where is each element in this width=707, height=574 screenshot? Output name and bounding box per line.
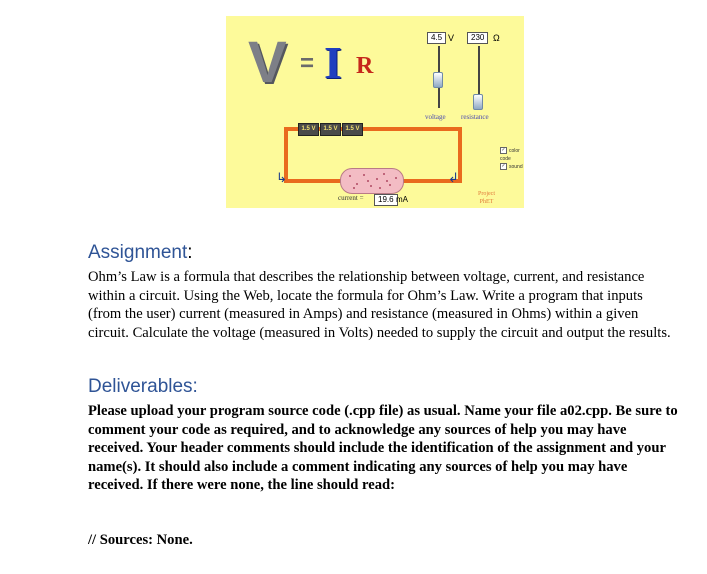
resistance-unit: Ω	[493, 33, 500, 43]
battery: 1.5 V	[320, 123, 341, 136]
ohms-law-simulation-figure	[226, 16, 524, 208]
option-color-code[interactable]: ✓ color code	[500, 147, 520, 162]
sources-line: // Sources: None.	[88, 532, 193, 548]
battery: 1.5 V	[298, 123, 319, 136]
battery: 1.5 V	[342, 123, 363, 136]
current-arrow-up-icon: ↳	[276, 171, 287, 186]
current-arrow-down-icon: ↲	[448, 171, 459, 186]
checkbox-checked-icon: ✓	[501, 147, 506, 154]
resistor	[340, 168, 404, 194]
voltage-slider-label: voltage	[425, 113, 446, 121]
equation-r: R	[356, 53, 374, 79]
current-unit: mA	[396, 195, 408, 204]
checkbox-checked-icon: ✓	[501, 163, 506, 170]
equation-equals: =	[300, 50, 315, 77]
voltage-slider-thumb[interactable]	[433, 72, 443, 88]
equation-v: V	[248, 30, 287, 95]
assignment-description: Ohm’s Law is a formula that describes the relationship between voltage, current, and resistance within a circuit. Using the Web, locate the formula for Ohm’s Law. Write a program that inputs (from the user) current (measured in Amps) and resistance (measured in Ohms) within a given circuit. Calculate the voltage (measured in Volts) needed to supply the circuit and output the results.	[88, 269, 671, 341]
equation-i: I	[324, 37, 342, 88]
deliverables-heading: Deliverables:	[88, 376, 198, 397]
simulation-options	[500, 147, 524, 171]
current-readout: 19.6	[374, 194, 398, 206]
voltage-readout: 4.5	[427, 32, 446, 44]
assignment-heading: Assignment:	[88, 242, 193, 263]
resistance-readout: 230	[467, 32, 488, 44]
current-label: current =	[338, 194, 364, 202]
resistance-slider-label: resistance	[461, 113, 489, 121]
voltage-unit: V	[448, 33, 455, 43]
phet-logo: Project PhET	[478, 191, 495, 205]
ohms-law-equation	[248, 30, 388, 95]
resistance-slider-thumb[interactable]	[473, 94, 483, 110]
deliverables-description: Please upload your program source code (.cpp file) as usual. Name your file a02.cpp. Be sure to comment your code as required, and to acknowledge any sources of help you may have received. Your header comments should include the identification of the assignment and your name(s). It should also include a comment indicating any sources of help you may have received. If there were none, the line should read:	[88, 403, 678, 494]
option-sound[interactable]: ✓ sound	[501, 163, 523, 170]
